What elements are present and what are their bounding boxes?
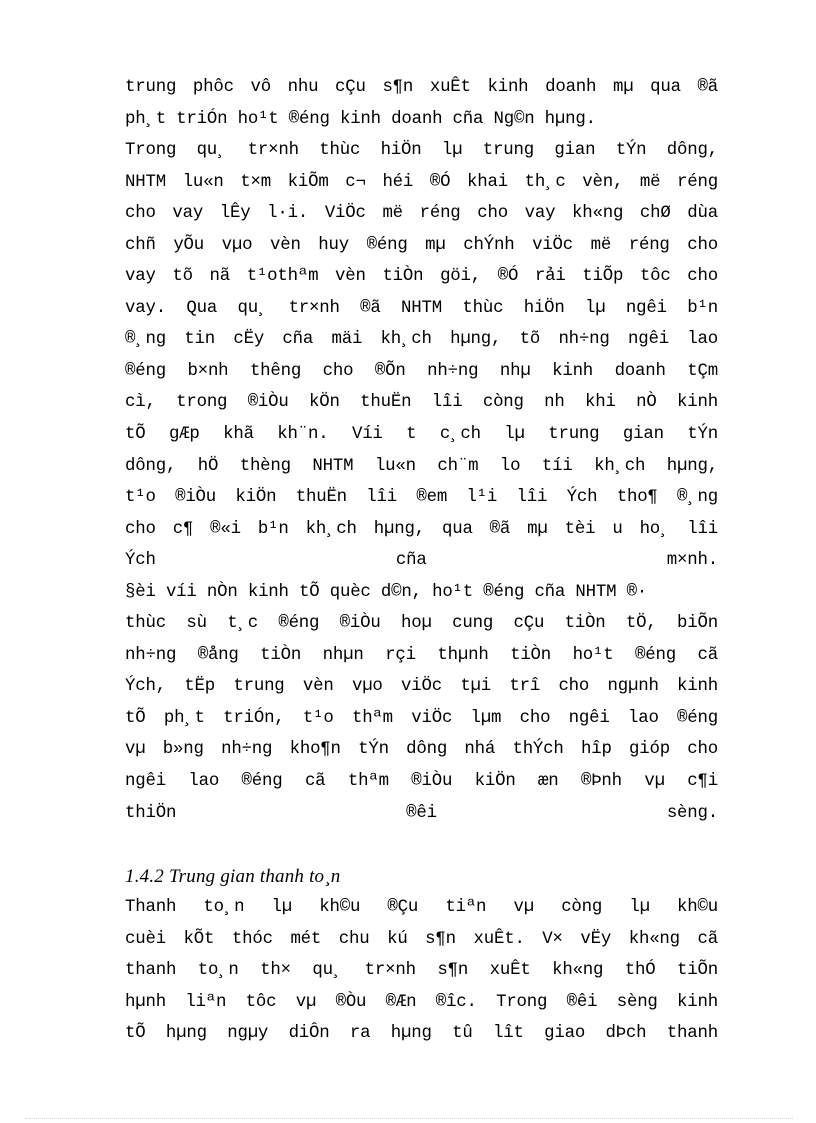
text-line: hµnh liªn tôc vµ ®Òu ®Æn ®îc. Trong ®êi sèng kinh (125, 992, 718, 1012)
text-line: thùc sù t¸c ®éng ®iÒu hoµ cung cÇu tiÒn tÖ, biÕn (125, 614, 718, 634)
page-bottom-rule (25, 1118, 793, 1119)
text-line: chñ yÕu vµo vèn huy ®éng mµ chÝnh viÖc më réng cho (125, 235, 718, 255)
text-line: nh÷ng ®ång tiÒn nhµn rçi thµnh tiÒn ho¹t ®éng cã (125, 645, 718, 665)
text-line: cì, trong ®iÒu kÖn thuËn lîi còng nh khi nÒ kinh (125, 393, 718, 413)
text-line: vµ b»ng nh÷ng kho¶n tÝn dông nhá thÝch hîp gióp cho (125, 740, 718, 760)
text-line: dông, hÖ thèng NHTM lu«n ch¨m lo tíi kh¸ch hµng, (125, 456, 718, 476)
text-line: trung phôc vô nhu cÇu s¶n xuÊt kinh doanh mµ qua ®ã (125, 78, 718, 97)
text-line: cuèi kÕt thóc mét chu kú s¶n xuÊt. V× vËy kh«ng cã (125, 929, 718, 949)
text-line: ®éng b×nh thêng cho ®Õn nh÷ng nhµ kinh doanh tÇm (125, 361, 718, 381)
text-line: tÕ hµng ngµy diÔn ra hµng tû lît giao dÞch thanh (125, 1024, 718, 1044)
text-line: ®¸ng tin cËy cña mäi kh¸ch hµng, tõ nh÷ng ngêi lao (125, 330, 718, 350)
text-line: Ých cña m×nh. (125, 551, 718, 571)
text-line: ph¸t triÓn ho¹t ®éng kinh doanh cña Ng©n hµng. (125, 109, 596, 129)
text-line: thiÖn ®êi sèng. (125, 803, 718, 823)
text-line: vay tõ nã t¹othªm vèn tiÒn göi, ®Ó rải tiÕp tôc cho (125, 267, 718, 287)
section-heading: 1.4.2 Trung gian thanh to¸n (125, 865, 341, 887)
text-line: cho c¶ ®«i b¹n kh¸ch hµng, qua ®ã mµ tèi u ho¸ lîi (125, 519, 718, 539)
text-line: Ých, tËp trung vèn vµo viÖc tµi trî cho ngµnh kinh (125, 677, 718, 697)
text-line: NHTM lu«n t×m kiÕm c¬ héi ®Ó khai th¸c vèn, më réng (125, 172, 718, 192)
text-line (125, 829, 718, 861)
text-line: t¹o ®iÒu kiÖn thuËn lîi ®em l¹i lîi Ých tho¶ ®¸ng (125, 488, 718, 508)
text-line: §èi víi nÒn kinh tÕ quèc d©n, ho¹t ®éng cña NHTM ®· (125, 582, 648, 602)
text-line: cho vay lÊy l·i. ViÖc më réng cho vay kh«ng chØ dùa (125, 204, 718, 224)
text-line: thanh to¸n th× qu¸ tr×nh s¶n xuÊt kh«ng thÓ tiÕn (125, 961, 718, 981)
text-line: tÕ gÆp khã kh¨n. Víi t c¸ch lµ trung gian tÝn (125, 425, 718, 445)
text-line: ngêi lao ®éng cã thªm ®iÒu kiÖn æn ®Þnh vµ c¶i (125, 772, 718, 792)
text-line: vay. Qua qu¸ tr×nh ®ã NHTM thùc hiÖn lµ ngêi b¹n (125, 298, 718, 318)
text-line: Thanh to¸n lµ kh©u ®Çu tiªn vµ còng lµ kh©u (125, 898, 718, 918)
body-text (125, 72, 718, 1050)
text-line: Trong qu¸ tr×nh thùc hiÖn lµ trung gian tÝn dông, (125, 141, 718, 161)
text-line: tÕ ph¸t triÓn, t¹o thªm viÖc lµm cho ngêi lao ®éng (125, 708, 718, 728)
